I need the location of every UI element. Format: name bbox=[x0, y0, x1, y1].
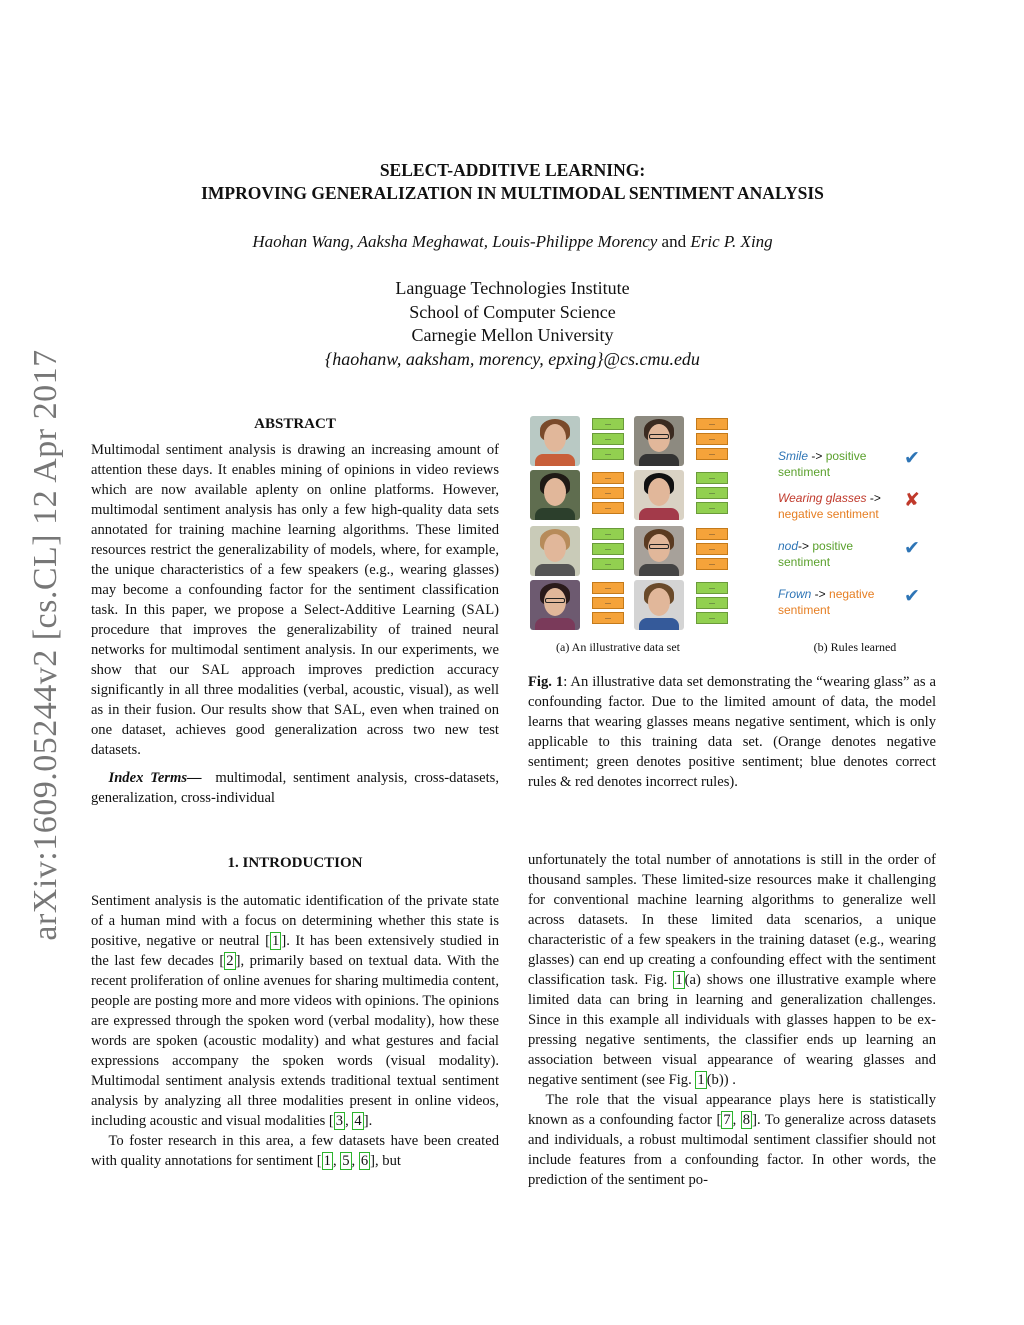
positive-utterance-bubble: ... bbox=[592, 448, 624, 460]
positive-utterance-bubble: ... bbox=[696, 472, 728, 484]
citation-link[interactable]: 2 bbox=[226, 953, 234, 969]
positive-utterance-bubble: ... bbox=[592, 558, 624, 570]
intro-heading: 1. INTRODUCTION bbox=[227, 855, 363, 871]
correct-rule-check-icon: ✔ bbox=[904, 447, 920, 469]
rule-feature: Smile bbox=[778, 449, 809, 463]
positive-utterance-bubble: ... bbox=[592, 418, 624, 430]
citation-link[interactable]: 6 bbox=[360, 1153, 369, 1169]
negative-utterance-bubble: ... bbox=[696, 418, 728, 430]
negative-utterance-bubble: ... bbox=[696, 558, 728, 570]
affiliation-university: Carnegie Mellon University bbox=[411, 325, 614, 345]
negative-utterance-bubble: ... bbox=[592, 472, 624, 484]
figure-1-caption bbox=[528, 672, 936, 792]
negative-utterance-bubble: ... bbox=[592, 612, 624, 624]
authors-and: and bbox=[661, 232, 687, 251]
intro-paragraph-3: unfortunately the total number of annotations is still in the order of thousand samples. These limited-size resources make it challenging for conventional machine learning algorithms to generalize well across datasets. In these limited data scenarios, a unique characteristic of a few speakers in the training dataset (e.g., wearing glasses) can end up creating a confounding effect with the sentiment classification task. Fig. 1 (a) shows one illustrative example where limited data can bring in learning and generalization challenges. Since in this example all individuals with glasses happen to be expressing negative sentiments, the classifier ends up learning an association between visual appearance of wearing glasses and negative sentiment (see Fig. 1 (b)) . bbox=[528, 852, 937, 1088]
negative-utterance-bubble: ... bbox=[592, 597, 624, 609]
abstract-text: Multimodal sentiment analysis is drawing an increasing amount of attention these days. It enables mining of opinions in video reviews which are now available aplenty on online platforms. However, multimodal sentiment analysis has only a few high-quality data sets annotated for training machine learning algorithms. These limited resources restrict the generalizability of models, where, for example, the unique characteristics of a few speakers (e.g., wearing glasses) may become a confounding factor for the sentiment classification task. In this paper, we propose a Select-Additive Learning (SAL) procedure that improves the generalizability of trained neural networks for multimodal sentiment analysis. In our experiments, we show that our SAL approach improves prediction accuracy significantly in all three modalities (verbal, acoustic, visual), as well as in their fusion. Our results show that SAL, even when trained on one dataset, achieves good generalization across two new test datasets. bbox=[91, 442, 499, 758]
positive-utterance-bubble: ... bbox=[696, 597, 728, 609]
citation-link[interactable]: 7 bbox=[723, 1112, 731, 1128]
learned-rule bbox=[778, 586, 898, 618]
affiliation-school: School of Computer Science bbox=[409, 301, 616, 322]
rule-arrow: -> bbox=[811, 587, 830, 601]
positive-utterance-bubble: ... bbox=[592, 528, 624, 540]
speaker-face-image bbox=[530, 580, 580, 630]
citation-link[interactable]: 1 bbox=[272, 933, 280, 949]
intro-paragraph-1: Sentiment analysis is the automatic identification of the private state of a human mind with a focus on determining whether this state is positive, negative or neutral [ 1 ]. It has been extensively studied in the last few decades [ 2 ], primarily based on textual data. With the recent proliferation of online avenues for sharing multimedia content, people are posting more and more videos with opinions. The opinions are expressed through the spoken word (verbal modality), how these words are spoken (acoustic modality) and what gestures and facial expressions accompany the spoken words (visual modality). Multimodal sentiment analysis extends traditional textual sentiment analysis by analyzing all three modalities present in online videos, including acoustic and visual modalities [ 3 , 4 ]. bbox=[91, 893, 500, 1129]
positive-utterance-bubble: ... bbox=[696, 502, 728, 514]
learned-rule bbox=[778, 538, 898, 570]
positive-utterance-bubble: ... bbox=[696, 582, 728, 594]
rule-feature: nod bbox=[778, 539, 799, 553]
figure-1b-caption: (b) Rules learned bbox=[813, 640, 897, 654]
rule-feature: Wearing glasses bbox=[778, 491, 867, 505]
positive-utterance-bubble: ... bbox=[592, 433, 624, 445]
positive-utterance-bubble: ... bbox=[696, 487, 728, 499]
citation-link[interactable]: 3 bbox=[335, 1113, 344, 1129]
speaker-face-image bbox=[634, 470, 684, 520]
arxiv-stamp bbox=[0, 0, 80, 1325]
speaker-face-image bbox=[530, 526, 580, 576]
rule-sentiment: negative sentiment bbox=[778, 507, 879, 521]
learned-rule bbox=[778, 448, 898, 480]
abstract-body bbox=[91, 440, 499, 808]
intro-paragraph-4: The role that the visual appearance plays here is statistically known as a confounding factor [ 7 , 8 ]. To generalize across datasets and individuals, a robust multimodal sentiment classifier should not include features from a confounding factor. In other words, the prediction of the sentiment po- bbox=[528, 1092, 937, 1188]
figure-1a-caption: (a) An illustrative data set bbox=[556, 640, 680, 654]
affiliation-email[interactable]: {haohanw, aaksham, morency, epxing}@cs.cmu.edu bbox=[325, 348, 700, 369]
figure-link[interactable]: 1 bbox=[697, 1072, 705, 1088]
negative-utterance-bubble: ... bbox=[592, 502, 624, 514]
rule-arrow: -> bbox=[866, 491, 881, 505]
figure-1-label: Fig. 1 bbox=[528, 674, 564, 690]
figure-link[interactable]: 1 bbox=[675, 972, 683, 988]
speaker-face-image bbox=[530, 416, 580, 466]
authors-last: Eric P. Xing bbox=[690, 232, 773, 251]
citation-link[interactable]: 1 bbox=[323, 1153, 331, 1169]
rule-arrow: -> bbox=[798, 539, 813, 553]
rule-sentiment: negative sentiment bbox=[778, 587, 875, 617]
negative-utterance-bubble: ... bbox=[592, 487, 624, 499]
affiliation-institute: Language Technologies Institute bbox=[395, 278, 630, 298]
negative-utterance-bubble: ... bbox=[696, 433, 728, 445]
speaker-face-image bbox=[634, 526, 684, 576]
rule-arrow: -> bbox=[808, 449, 826, 463]
negative-utterance-bubble: ... bbox=[592, 582, 624, 594]
index-terms bbox=[91, 768, 499, 808]
rule-sentiment: positive sentiment bbox=[778, 449, 867, 479]
authors-main: Haohan Wang, Aaksha Meghawat, Louis-Philippe Morency bbox=[252, 232, 658, 251]
correct-rule-check-icon: ✔ bbox=[904, 537, 920, 559]
speaker-face-image bbox=[634, 580, 684, 630]
speaker-face-image bbox=[530, 470, 580, 520]
paper-title-line1: SELECT-ADDITIVE LEARNING: bbox=[379, 160, 646, 180]
figure-1-caption-text: : An illustrative data set demonstrating the “wearing glass” as a confounding factor. Due to the limited amount of data, the model learns that wearing glasses means negative sentiment, which is only applicable to this training data set. (Orange denotes negative sentiment; green denotes positive sentiment; blue denotes correct rules & red denotes incorrect rules). bbox=[528, 674, 936, 790]
correct-rule-check-icon: ✔ bbox=[904, 585, 920, 607]
positive-utterance-bubble: ... bbox=[696, 612, 728, 624]
negative-utterance-bubble: ... bbox=[696, 528, 728, 540]
positive-utterance-bubble: ... bbox=[592, 543, 624, 555]
affiliation bbox=[90, 277, 935, 371]
negative-utterance-bubble: ... bbox=[696, 543, 728, 555]
speaker-face-image bbox=[634, 416, 684, 466]
figure-1 bbox=[528, 412, 938, 652]
index-terms-label: Index Terms— bbox=[108, 770, 202, 786]
abstract-heading: ABSTRACT bbox=[254, 416, 336, 432]
learned-rule bbox=[778, 490, 898, 522]
rule-feature: Frown bbox=[778, 587, 812, 601]
index-terms-list: multimodal, sentiment analysis, cross-datasets, generalization, cross-individual bbox=[91, 770, 499, 806]
citation-link[interactable]: 8 bbox=[742, 1112, 751, 1128]
paper-title-line2: IMPROVING GENERALIZATION IN MULTIMODAL SENTIMENT ANALYSIS bbox=[201, 183, 824, 203]
incorrect-rule-x-icon: ✘ bbox=[904, 489, 920, 511]
author-list bbox=[90, 232, 935, 252]
citation-link[interactable]: 5 bbox=[342, 1153, 350, 1169]
intro-left-column bbox=[91, 891, 499, 1171]
intro-paragraph-2: To foster research in this area, a few datasets have been created with quality annotations for sentiment [ 1 , 5 , 6 ], but bbox=[91, 1133, 499, 1169]
negative-utterance-bubble: ... bbox=[696, 448, 728, 460]
rule-sentiment: positive sentiment bbox=[778, 539, 854, 569]
citation-link[interactable]: 4 bbox=[354, 1113, 362, 1129]
intro-right-column bbox=[528, 850, 936, 1190]
arxiv-id: arXiv:1609.05244v2 [cs.CL] 12 Apr 2017 bbox=[27, 349, 64, 941]
